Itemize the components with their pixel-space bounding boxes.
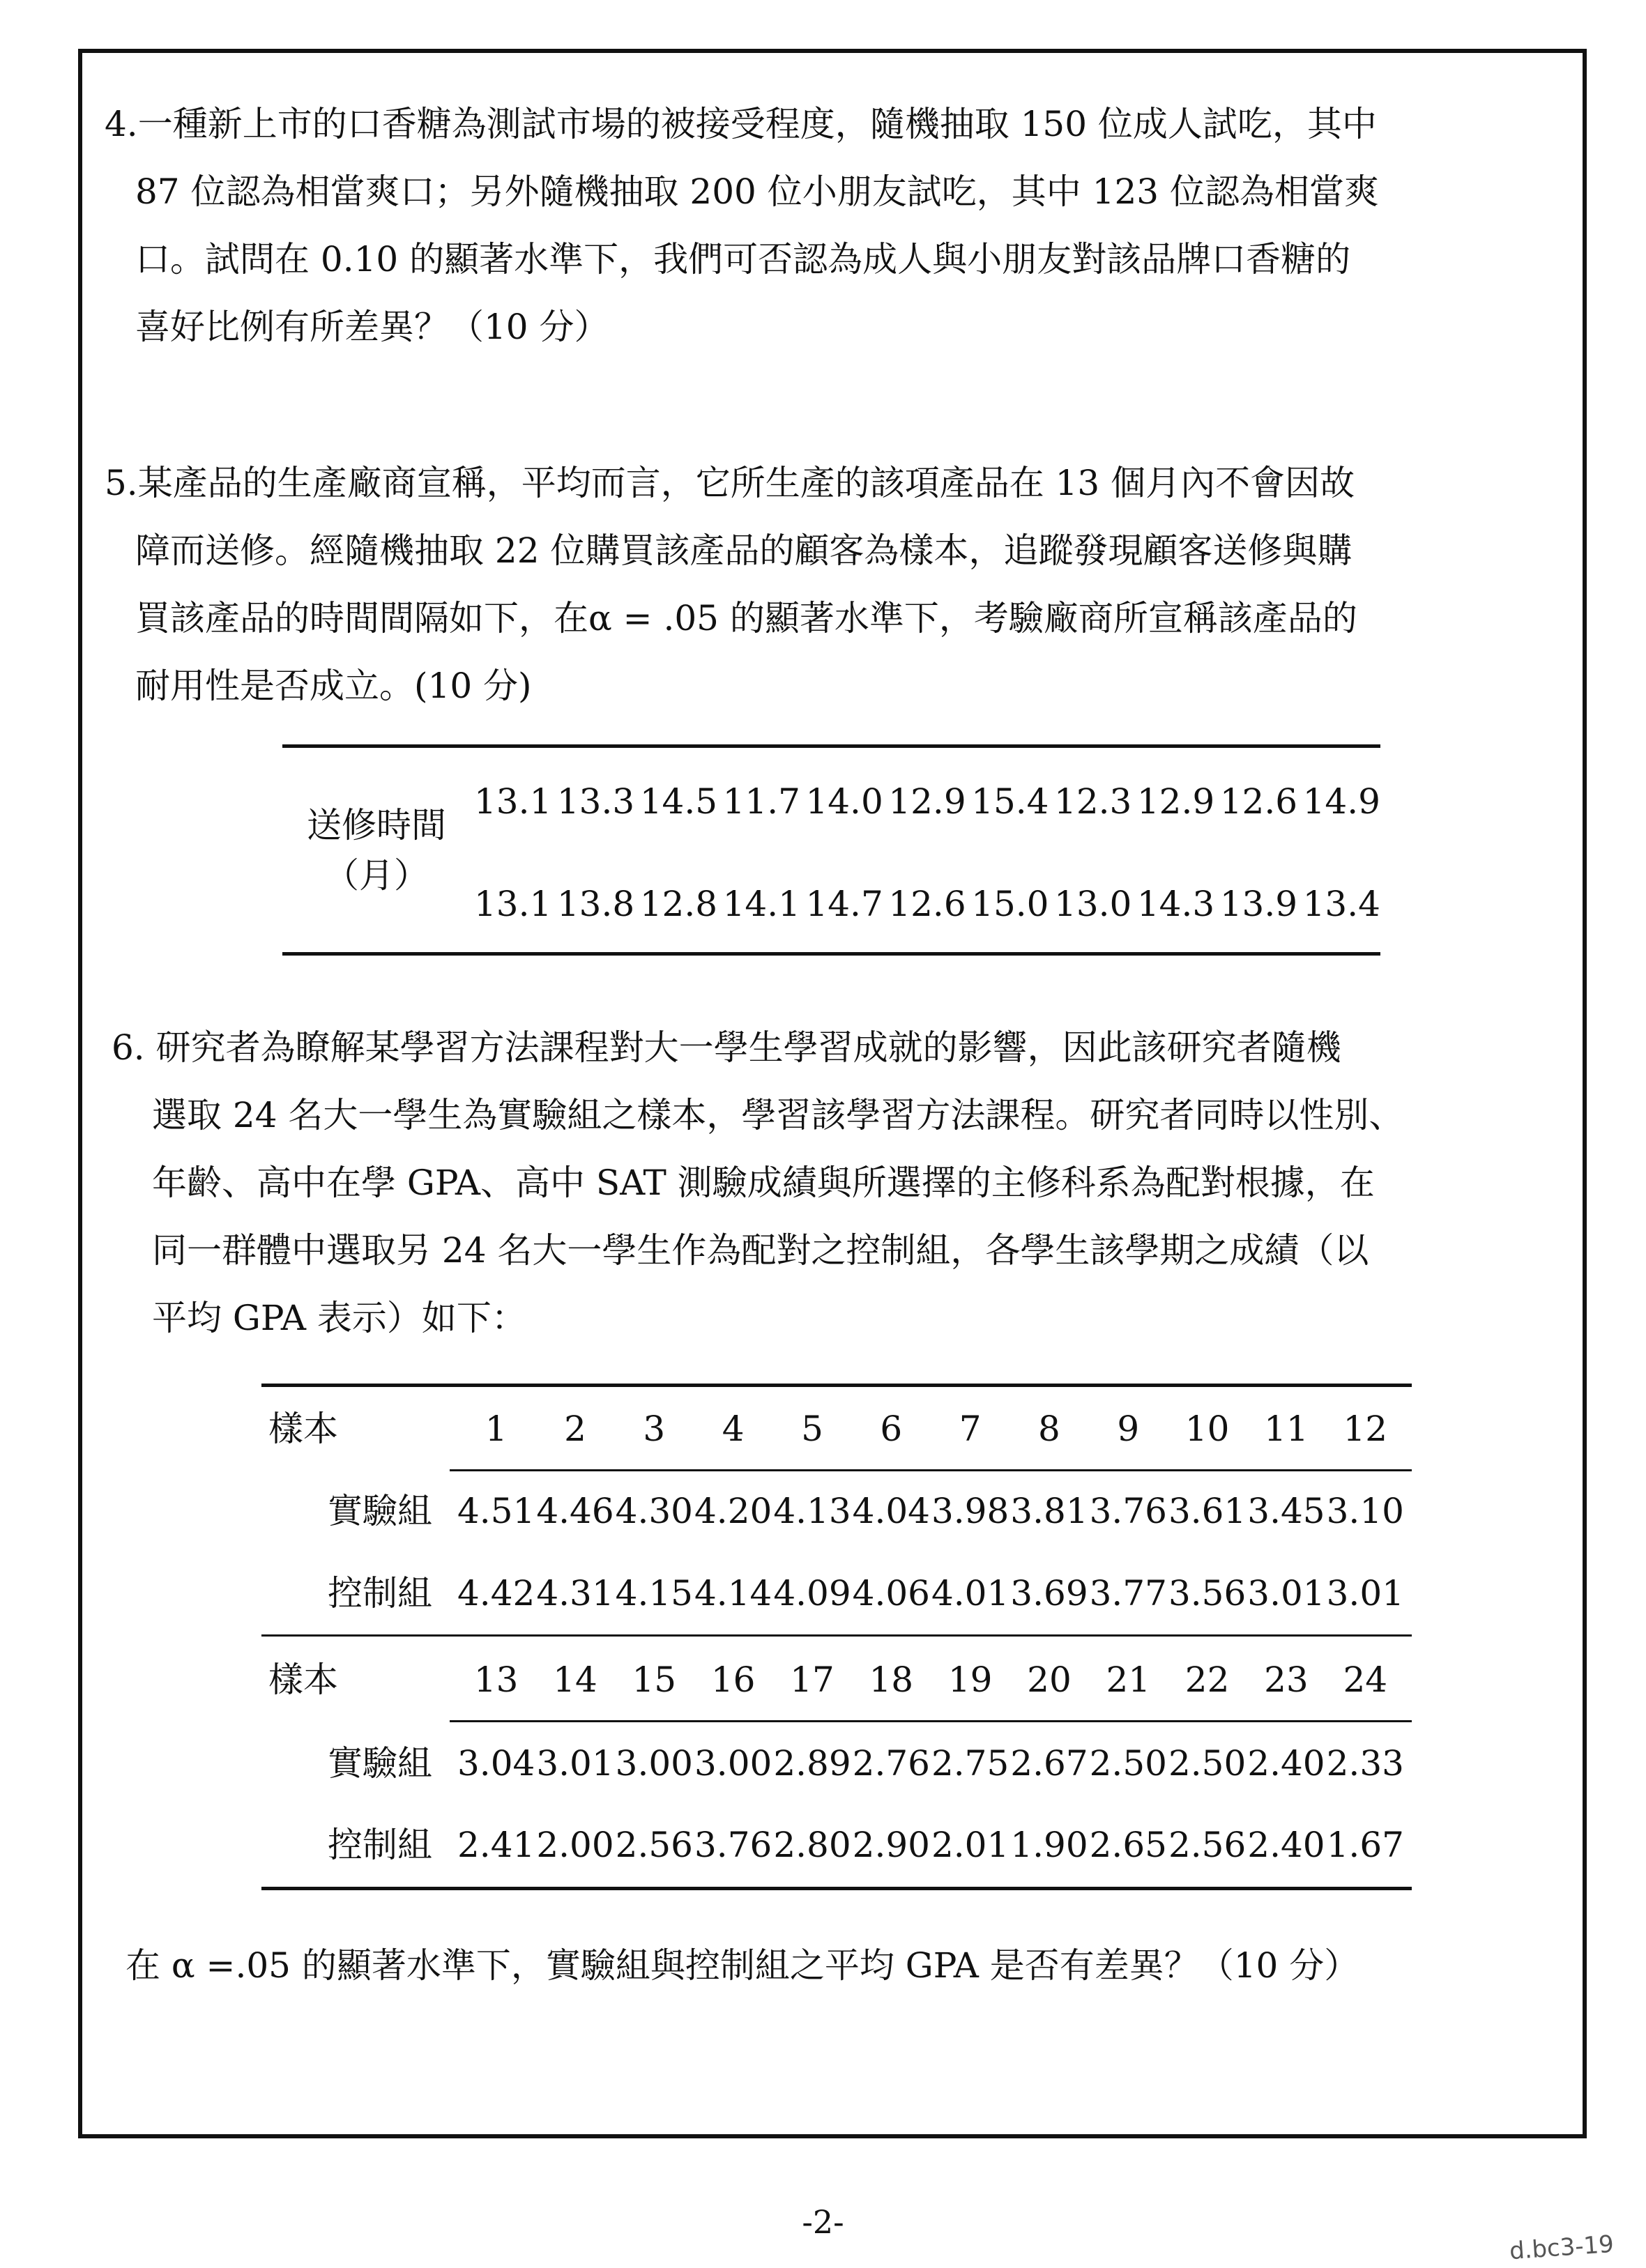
q6-line: 6. 研究者為瞭解某學習方法課程對大一學生學習成就的影響，因此該研究者隨機: [112, 1027, 1341, 1068]
table-rule: [282, 952, 1380, 956]
q6-line: 同一群體中選取另 24 名大一學生作為配對之控制組，各學生該學期之成績（以: [152, 1230, 1369, 1271]
repair-time-cell: 14.1: [722, 884, 800, 924]
repair-time-cell: 13.0: [1054, 884, 1132, 924]
sample-number-cell: 20: [1027, 1660, 1072, 1700]
q5-line: 障而送修。經隨機抽取 22 位購買該產品的顧客為樣本，追蹤發現顧客送修與購: [135, 530, 1352, 571]
sample-number-cell: 16: [710, 1660, 756, 1700]
repair-time-cell: 13.1: [474, 884, 552, 924]
repair-time-row-2: [474, 883, 1380, 925]
sample-numbers-row: [457, 1659, 1405, 1701]
experimental-gpa-cell: 3.00: [615, 1743, 693, 1784]
sample-number-cell: 3: [643, 1409, 666, 1449]
experimental-gpa-cell: 4.13: [773, 1491, 851, 1531]
control-gpa-cell: 4.31: [536, 1573, 614, 1614]
control-gpa-cell: 4.14: [694, 1573, 772, 1614]
q5-line: 耐用性是否成立。(10 分): [135, 666, 532, 706]
experimental-gpa-cell: 2.33: [1326, 1743, 1404, 1784]
control-gpa-cell: 1.90: [1010, 1825, 1088, 1865]
repair-time-cell: 12.6: [1219, 781, 1298, 822]
sample-number-cell: 10: [1184, 1409, 1230, 1449]
q4-line: 4.一種新上市的口香糖為測試市場的被接受程度，隨機抽取 150 位成人試吃，其中: [105, 104, 1377, 144]
question-5: [105, 450, 1357, 720]
experimental-gpa-cell: 4.04: [852, 1491, 930, 1531]
q6-line: 年齡、高中在學 GPA、高中 SAT 測驗成績與所選擇的主修科系為配對根據，在: [152, 1163, 1375, 1203]
repair-time-cell: 12.6: [888, 884, 966, 924]
repair-time-cell: 14.3: [1136, 884, 1215, 924]
sample-number-cell: 22: [1184, 1660, 1230, 1700]
control-gpa-cell: 2.01: [931, 1825, 1009, 1865]
experimental-gpa-cell: 3.00: [694, 1743, 772, 1784]
page-number: -2-: [802, 2203, 844, 2241]
control-row: [457, 1572, 1405, 1614]
control-gpa-cell: 3.77: [1089, 1573, 1167, 1614]
repair-time-cell: 14.7: [805, 884, 883, 924]
control-gpa-cell: 3.01: [1247, 1573, 1325, 1614]
experimental-gpa-cell: 2.40: [1247, 1743, 1325, 1784]
sample-number-cell: 15: [632, 1660, 677, 1700]
experimental-gpa-cell: 3.98: [931, 1491, 1009, 1531]
sample-number-cell: 9: [1117, 1409, 1140, 1449]
control-gpa-cell: 2.65: [1089, 1825, 1167, 1865]
control-gpa-cell: 4.15: [615, 1573, 693, 1614]
control-row: [457, 1824, 1405, 1866]
sample-number-cell: 13: [473, 1660, 519, 1700]
repair-time-cell: 12.9: [1136, 781, 1215, 822]
repair-time-label: [293, 800, 460, 901]
repair-time-cell: 11.7: [722, 781, 800, 822]
repair-time-cell: 13.9: [1219, 884, 1298, 924]
sample-number-cell: 24: [1343, 1660, 1388, 1700]
repair-time-cell: 12.8: [639, 884, 718, 924]
sample-number-cell: 21: [1106, 1660, 1151, 1700]
sample-number-cell: 5: [801, 1409, 823, 1449]
experimental-gpa-cell: 2.89: [773, 1743, 851, 1784]
control-gpa-cell: 1.67: [1326, 1825, 1404, 1865]
repair-time-cell: 14.5: [639, 781, 718, 822]
control-gpa-cell: 3.56: [1168, 1573, 1247, 1614]
table-rule: [450, 1469, 1412, 1471]
control-gpa-cell: 2.56: [615, 1825, 693, 1865]
experimental-label: 實驗組: [328, 1491, 432, 1531]
control-gpa-cell: 4.06: [852, 1573, 930, 1614]
control-gpa-cell: 3.76: [694, 1825, 772, 1865]
repair-time-cell: 14.9: [1302, 781, 1380, 822]
table-rule: [450, 1720, 1412, 1722]
experimental-gpa-cell: 4.20: [694, 1491, 772, 1531]
experimental-row: [457, 1490, 1405, 1532]
sample-number-cell: 23: [1264, 1660, 1309, 1700]
experimental-gpa-cell: 3.45: [1247, 1491, 1325, 1531]
repair-time-cell: 14.0: [805, 781, 883, 822]
control-gpa-cell: 4.01: [931, 1573, 1009, 1614]
q4-line: 喜好比例有所差異？（10 分）: [135, 307, 609, 347]
sample-label: 樣本: [268, 1660, 338, 1700]
experimental-label: 實驗組: [328, 1743, 432, 1784]
sample-number-cell: 7: [959, 1409, 982, 1449]
control-gpa-cell: 2.56: [1168, 1825, 1247, 1865]
question-4: [105, 91, 1379, 361]
control-gpa-cell: 3.69: [1010, 1573, 1088, 1614]
repair-time-cell: 12.3: [1054, 781, 1132, 822]
repair-time-cell: 13.3: [556, 781, 635, 822]
q5-line: 5.某產品的生產廠商宣稱，平均而言，它所生產的該項產品在 13 個月內不會因故: [105, 463, 1355, 503]
sample-number-cell: 17: [790, 1660, 835, 1700]
margin-note: d.bc3-19: [1508, 2230, 1615, 2266]
label-line: （月）: [324, 855, 429, 896]
experimental-gpa-cell: 2.50: [1089, 1743, 1167, 1784]
q5-line: 買該產品的時間間隔如下，在α = .05 的顯著水準下，考驗廠商所宣稱該產品的: [135, 598, 1357, 638]
experimental-gpa-cell: 3.81: [1010, 1491, 1088, 1531]
repair-time-cell: 13.1: [474, 781, 552, 822]
sample-number-cell: 18: [869, 1660, 914, 1700]
experimental-gpa-cell: 2.75: [931, 1743, 1009, 1784]
experimental-row: [457, 1742, 1405, 1784]
sample-label: 樣本: [268, 1409, 338, 1449]
experimental-gpa-cell: 4.51: [457, 1491, 535, 1531]
repair-time-cell: 15.0: [971, 884, 1049, 924]
experimental-gpa-cell: 3.76: [1089, 1491, 1167, 1531]
label-line: 送修時間: [307, 805, 446, 845]
experimental-gpa-cell: 2.50: [1168, 1743, 1247, 1784]
q4-line: 87 位認為相當爽口；另外隨機抽取 200 位小朋友試吃，其中 123 位認為相當爽: [135, 171, 1379, 212]
sample-number-cell: 2: [564, 1409, 586, 1449]
question-6: [112, 1014, 1403, 1352]
sample-number-cell: 11: [1264, 1409, 1309, 1449]
sample-number-cell: 8: [1038, 1409, 1060, 1449]
sample-number-cell: 6: [880, 1409, 903, 1449]
control-gpa-cell: 2.80: [773, 1825, 851, 1865]
q6-question: 在 α =.05 的顯著水準下，實驗組與控制組之平均 GPA 是否有差異？（10 分）: [125, 1945, 1359, 1986]
q6-line: 選取 24 名大一學生為實驗組之樣本，學習該學習方法課程。研究者同時以性別、: [152, 1095, 1404, 1135]
control-gpa-cell: 4.09: [773, 1573, 851, 1614]
sample-number-cell: 12: [1343, 1409, 1388, 1449]
experimental-gpa-cell: 3.10: [1326, 1491, 1404, 1531]
control-gpa-cell: 2.00: [536, 1825, 614, 1865]
experimental-gpa-cell: 3.04: [457, 1743, 535, 1784]
experimental-gpa-cell: 3.01: [536, 1743, 614, 1784]
experimental-gpa-cell: 3.61: [1168, 1491, 1247, 1531]
experimental-gpa-cell: 4.46: [536, 1491, 614, 1531]
repair-time-cell: 13.4: [1302, 884, 1380, 924]
q6-line: 平均 GPA 表示）如下：: [152, 1298, 526, 1338]
control-gpa-cell: 2.90: [852, 1825, 930, 1865]
repair-time-row-1: [474, 781, 1380, 822]
sample-number-cell: 14: [553, 1660, 597, 1700]
control-gpa-cell: 2.41: [457, 1825, 535, 1865]
sample-number-cell: 19: [947, 1660, 993, 1700]
repair-time-cell: 12.9: [888, 781, 966, 822]
control-label: 控制組: [328, 1825, 432, 1865]
sample-number-cell: 4: [722, 1409, 745, 1449]
experimental-gpa-cell: 2.67: [1010, 1743, 1088, 1784]
sample-numbers-row: [457, 1408, 1405, 1450]
table-rule: [261, 1887, 1412, 1890]
table-rule: [282, 744, 1380, 748]
table-rule: [261, 1634, 1412, 1637]
control-gpa-cell: 4.42: [457, 1573, 535, 1614]
q4-line: 口。試問在 0.10 的顯著水準下，我們可否認為成人與小朋友對該品牌口香糖的: [135, 239, 1351, 279]
control-gpa-cell: 2.40: [1247, 1825, 1325, 1865]
experimental-gpa-cell: 2.76: [852, 1743, 930, 1784]
experimental-gpa-cell: 4.30: [615, 1491, 693, 1531]
sample-number-cell: 1: [485, 1409, 508, 1449]
repair-time-cell: 15.4: [971, 781, 1049, 822]
repair-time-cell: 13.8: [556, 884, 635, 924]
control-label: 控制組: [328, 1573, 432, 1614]
control-gpa-cell: 3.01: [1326, 1573, 1404, 1614]
table-rule: [261, 1384, 1412, 1387]
